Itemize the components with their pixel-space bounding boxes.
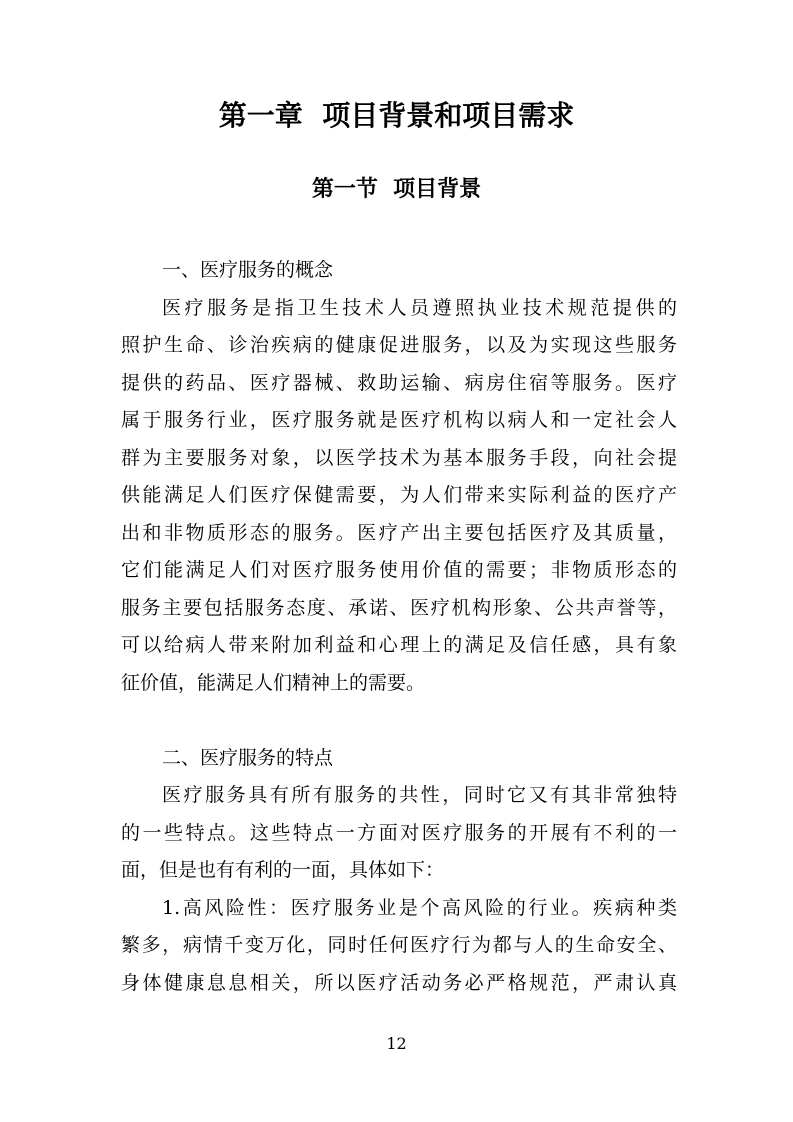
paragraph-line: 征价值，能满足人们精神上的需要。 <box>121 671 426 694</box>
paragraph-line: 面，但是也有有利的一面，具体如下： <box>121 859 445 881</box>
paragraph-line: 医疗服务具有所有服务的共性，同时它又有其非常独特 <box>162 784 677 806</box>
paragraph-line: 可以给病人带来附加利益和心理上的满足及信任感，具有象 <box>121 634 677 656</box>
paragraph-line: 身体健康息息相关，所以医疗活动务必严格规范，严肃认真 <box>121 971 677 994</box>
paragraph-line: 出和非物质形态的服务。医疗产出主要包括医疗及其质量， <box>121 521 677 544</box>
paragraph-line: 照护生命、诊治疾病的健康促进服务，以及为实现这些服务 <box>121 334 677 356</box>
paragraph-line: 服务主要包括服务态度、承诺、医疗机构形象、公共声誉等， <box>121 596 677 619</box>
paragraph-line: 它们能满足人们对医疗服务使用价值的需要；非物质形态的 <box>121 559 677 581</box>
paragraph-line: 繁多，病情千变万化，同时任何医疗行为都与人的生命安全、 <box>121 934 677 956</box>
page-number: 12 <box>386 1034 407 1053</box>
paragraph-line: 属于服务行业，医疗服务就是医疗机构以病人和一定社会人 <box>121 409 677 431</box>
paragraph-line: 供能满足人们医疗保健需要，为人们带来实际利益的医疗产 <box>121 484 677 506</box>
heading-characteristics: 二、医疗服务的特点 <box>162 746 334 769</box>
paragraph-line: 的一些特点。这些特点一方面对医疗服务的开展有不利的一 <box>121 821 677 844</box>
paragraph-line: 1.高风险性：医疗服务业是个高风险的行业。疾病种类 <box>162 896 677 919</box>
paragraph-line: 群为主要服务对象，以医学技术为基本服务手段，向社会提 <box>121 446 677 469</box>
heading-concept: 一、医疗服务的概念 <box>162 259 334 281</box>
chapter-title: 第一章 项目背景和项目需求 <box>218 99 575 132</box>
paragraph-line: 提供的药品、医疗器械、救助运输、病房住宿等服务。医疗 <box>121 371 677 394</box>
paragraph-line: 医疗服务是指卫生技术人员遵照执业技术规范提供的 <box>162 296 677 319</box>
body-text <box>121 252 677 1002</box>
section-title: 第一节 项目背景 <box>311 177 482 202</box>
blank-line <box>121 702 677 740</box>
